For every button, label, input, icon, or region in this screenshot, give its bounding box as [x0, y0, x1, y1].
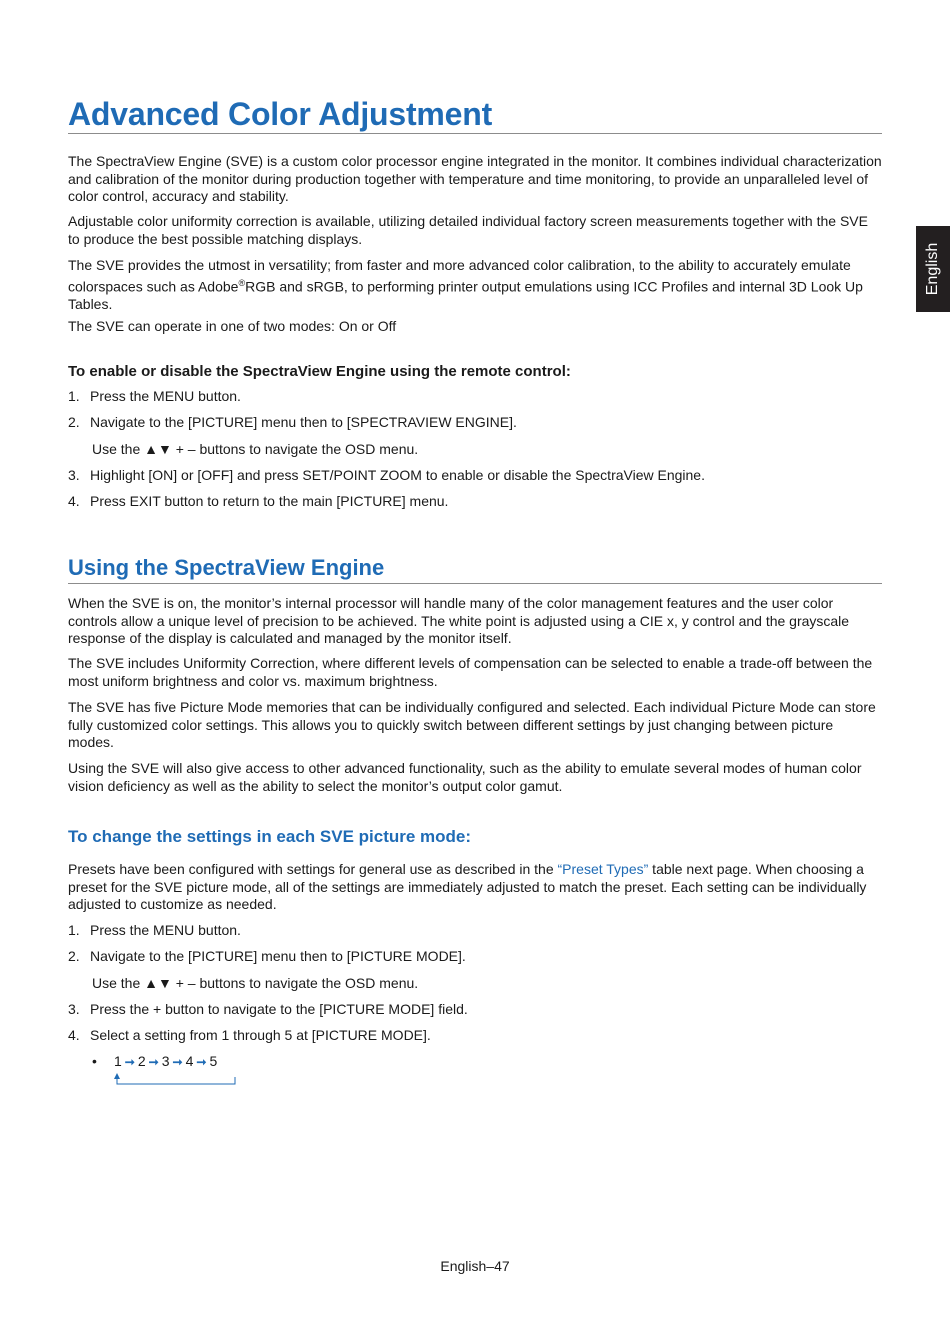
right-arrow-icon: ➞	[148, 1055, 159, 1069]
registered-mark: ®	[238, 277, 246, 288]
list-item	[68, 492, 882, 510]
cycle-value: 5	[209, 1053, 218, 1069]
right-arrow-icon: ➞	[124, 1055, 135, 1069]
step-text: Navigate to the [PICTURE] menu then to [SPECTRAVIEW ENGINE].	[90, 414, 517, 430]
sve-paragraph-2: The SVE includes Uniformity Correction, where different levels of compensation can be selected to enable a trade-off between the most uniform brightness and color vs. maximum brightness.	[68, 655, 873, 689]
intro-paragraph-3b: RGB and sRGB, to performing printer output emulations using ICC Profiles and internal 3D Look Up Tables.	[68, 278, 863, 312]
sve-paragraph-5a: Presets have been configured with settings for general use as described in the	[68, 861, 558, 877]
right-arrow-icon: ➞	[172, 1055, 183, 1069]
list-item	[68, 466, 882, 484]
language-tab-label: English	[924, 242, 942, 296]
intro-paragraph-3	[68, 257, 882, 313]
picture-mode-cycle	[92, 1052, 217, 1071]
cycle-value: 3	[161, 1053, 170, 1069]
step-text: Highlight [ON] or [OFF] and press SET/POINT ZOOM to enable or disable the SpectraView Engine.	[90, 467, 705, 483]
step-text: Press the + button to navigate to the [PICTURE MODE] field.	[90, 1001, 468, 1017]
cycle-value: 1	[114, 1053, 122, 1069]
page-title: Advanced Color Adjustment	[68, 96, 493, 132]
step-number: 2.	[68, 948, 80, 964]
sve-paragraph-3: The SVE has five Picture Mode memories that can be individually configured and selected. Each individual Picture Mode can store fully customized color settings. This allows you to quickly switch between different settings by just changing between picture modes.	[68, 699, 876, 750]
step-number: 2.	[68, 414, 80, 430]
step-text: Press the MENU button.	[90, 922, 241, 938]
preset-types-link[interactable]: “Preset Types”	[557, 861, 649, 877]
list-item	[68, 387, 882, 405]
title-rule	[68, 133, 882, 134]
osd-note: Use the ▲▼ + – buttons to navigate the OSD menu.	[92, 441, 419, 457]
step-number: 3.	[68, 1001, 80, 1017]
step-number: 1.	[68, 922, 80, 938]
step-text: Press EXIT button to return to the main [PICTURE] menu.	[90, 493, 449, 509]
subsection-title: To change the settings in each SVE picture mode:	[68, 827, 472, 846]
list-item	[68, 1026, 882, 1044]
step-number: 4.	[68, 493, 80, 509]
sve-paragraph-5b: table next page. When choosing a preset for the SVE picture mode, all of the settings are immediately adjusted to match the preset. Each setting can be individually adjusted to customize as needed.	[68, 861, 867, 912]
bullet: •	[92, 1053, 97, 1069]
osd-note: Use the ▲▼ + – buttons to navigate the OSD menu.	[92, 975, 419, 991]
step-number: 4.	[68, 1027, 80, 1043]
section-rule	[68, 583, 882, 584]
step-text: Press the MENU button.	[90, 388, 241, 404]
list-item	[68, 1000, 882, 1018]
step-number: 3.	[68, 467, 80, 483]
procedure-title: To enable or disable the SpectraView Engine using the remote control:	[68, 363, 571, 380]
right-arrow-icon: ➞	[196, 1055, 207, 1069]
cycle-value: 2	[137, 1053, 146, 1069]
page-number: English–47	[440, 1258, 510, 1274]
cycle-return-arrow-icon	[112, 1072, 242, 1086]
list-item	[68, 921, 882, 939]
intro-paragraph-4: The SVE can operate in one of two modes: On or Off	[68, 318, 397, 334]
sve-paragraph-5	[68, 861, 882, 914]
step-text: Select a setting from 1 through 5 at [PICTURE MODE].	[90, 1027, 431, 1043]
list-item	[68, 413, 882, 431]
step-text: Navigate to the [PICTURE] menu then to [PICTURE MODE].	[90, 948, 466, 964]
section-title: Using the SpectraView Engine	[68, 555, 385, 580]
intro-paragraph-2: Adjustable color uniformity correction is available, utilizing detailed individual factory screen measurements together with the SVE to produce the best possible matching displays.	[68, 213, 868, 247]
intro-paragraph-3a: The SVE provides the utmost in versatility; from faster and more advanced color calibration, to the ability to accurately emulate colorspaces such as Adobe	[68, 257, 851, 295]
language-tab	[916, 226, 950, 312]
intro-paragraph-1: The SpectraView Engine (SVE) is a custom color processor engine integrated in the monitor. It combines individual characterization and calibration of the monitor during production together with temperature and time monitoring, to provide an unparalleled level of color control, accuracy and stability.	[68, 153, 882, 204]
cycle-value: 4	[185, 1053, 194, 1069]
step-number: 1.	[68, 388, 80, 404]
list-item	[68, 947, 882, 965]
sve-paragraph-4: Using the SVE will also give access to other advanced functionality, such as the ability to emulate several modes of human color vision deficiency as well as the ability to select the monitor’s output color gamut.	[68, 760, 862, 794]
sve-paragraph-1: When the SVE is on, the monitor’s internal processor will handle many of the color management features and the user color controls allow a unique level of precision to be achieved. The white point is adjusted using a CIE x, y control and the grayscale response of the display is calculated and managed by the monitor itself.	[68, 595, 850, 646]
